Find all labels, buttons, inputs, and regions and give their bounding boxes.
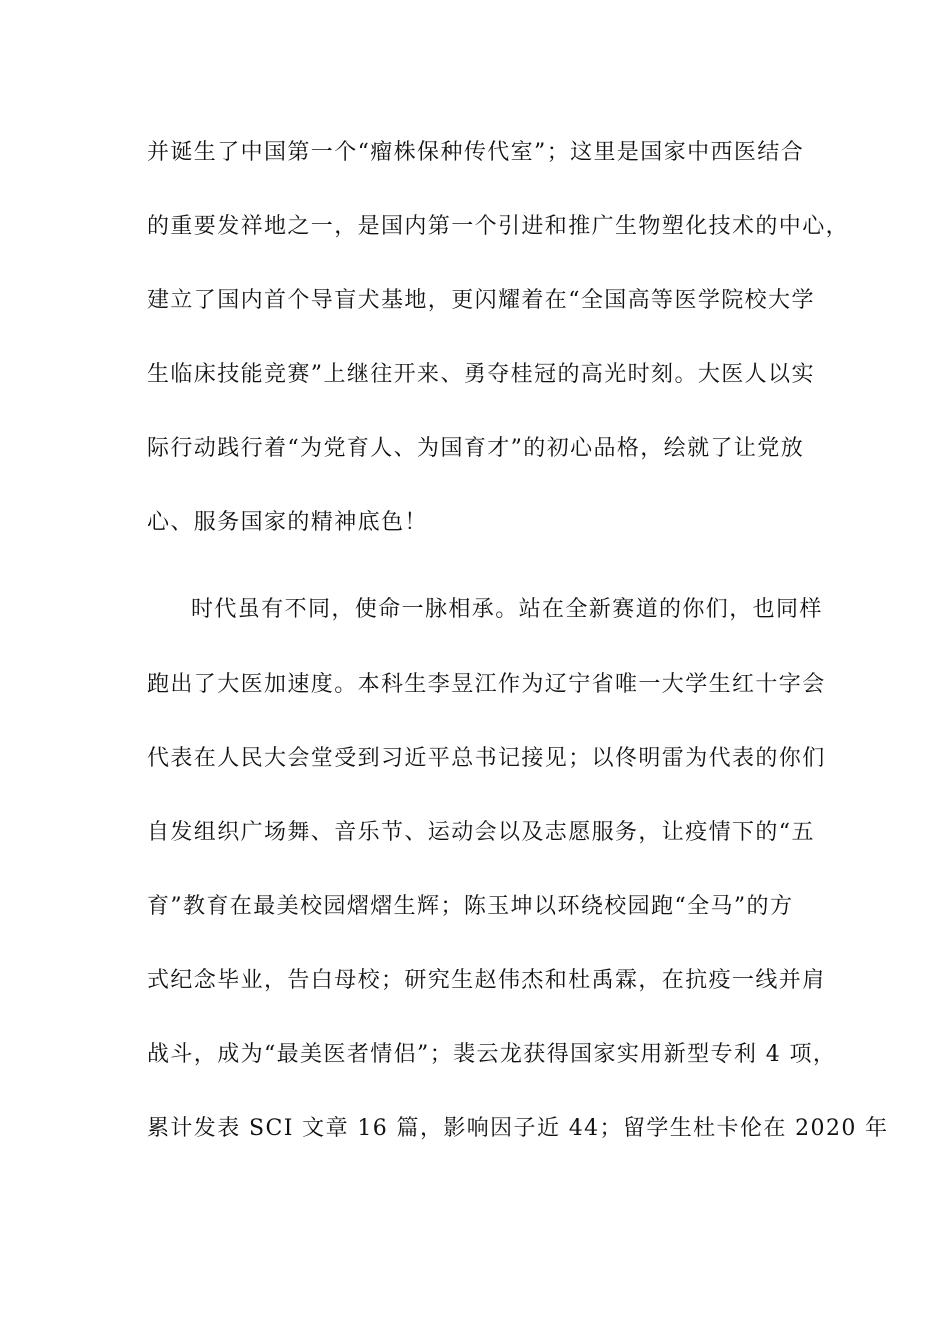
paragraph-2-line-4: 自发组织广场舞、音乐节、运动会以及志愿服务，让疫情下的“五: [147, 820, 815, 845]
paragraph-1-line-1: 并诞生了中国第一个“瘤株保种传代室”；这里是国家中西医结合: [147, 140, 805, 165]
paragraph-2-line-1: 时代虽有不同，使命一脉相承。站在全新赛道的你们，也同样: [191, 597, 823, 622]
paragraph-1-line-6: 心、服务国家的精神底色！: [147, 510, 428, 535]
paragraph-2-line-5: 育”教育在最美校园熠熠生辉；陈玉坤以环绕校园跑“全马”的方: [147, 894, 794, 919]
paragraph-1-line-3: 建立了国内首个导盲犬基地，更闪耀着在“全国高等医学院校大学: [147, 288, 815, 313]
paragraph-2-line-8: 累计发表 SCI 文章 16 篇，影响因子近 44；留学生杜卡伦在 2020 年: [147, 1116, 889, 1141]
paragraph-2-line-3: 代表在人民大会堂受到习近平总书记接见；以佟明雷为代表的你们: [147, 746, 826, 771]
paragraph-1-line-2: 的重要发祥地之一，是国内第一个引进和推广生物塑化技术的中心，: [147, 214, 850, 239]
paragraph-1-line-4: 生临床技能竞赛”上继往开来、勇夺桂冠的高光时刻。大医人以实: [147, 362, 815, 387]
paragraph-1-line-5: 际行动践行着“为党育人、为国育才”的初心品格，绘就了让党放: [147, 436, 805, 461]
paragraph-2-line-7: 战斗，成为“最美医者情侣”；裴云龙获得国家实用新型专利 4 项，: [147, 1042, 837, 1067]
paragraph-2-line-6: 式纪念毕业，告白母校；研究生赵伟杰和杜禹霖，在抗疫一线并肩: [147, 968, 826, 993]
paragraph-2-line-2: 跑出了大医加速度。本科生李昱江作为辽宁省唯一大学生红十字会: [147, 672, 826, 697]
